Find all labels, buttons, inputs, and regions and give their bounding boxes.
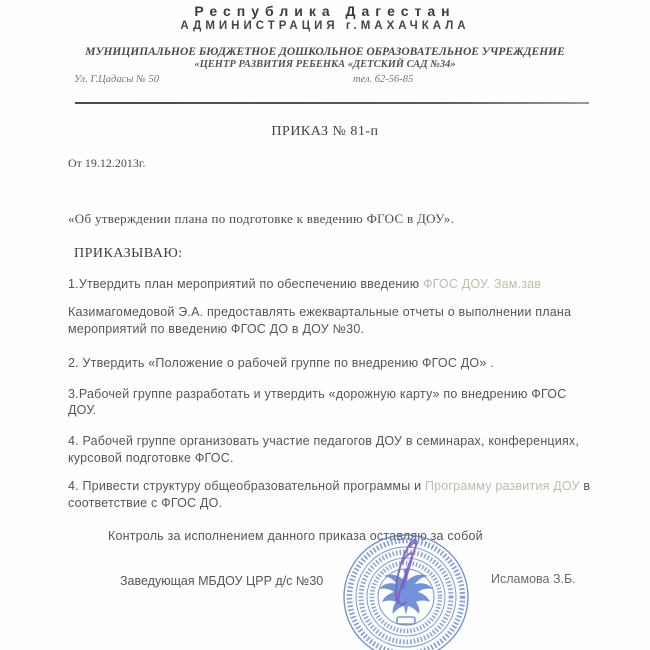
control-statement: Контроль за исполнением данного приказа оставляю за собой [108,528,483,543]
order-word: ПРИКАЗЫВАЮ: [74,246,183,261]
signer-position: Заведующая МБДОУ ЦРР д/с №30 [120,574,324,588]
street-address: Ул. Г.Цадасы № 50 [74,74,159,85]
order-item-1 [68,276,596,293]
phone-number: тел. 62-56-85 [353,74,414,85]
official-seal-stamp [340,531,472,650]
contact-row [0,74,650,90]
order-date: От 19.12.2013г. [68,156,146,170]
organization-name: «ЦЕНТР РАЗВИТИЯ РЕБЕНКА «ДЕТСКИЙ САД №34» [194,59,456,70]
administration-name: АДМИНИСТРАЦИЯ г.МАХАЧКАЛА [180,20,470,32]
item1-text: 1.Утвердить план мероприятий по обеспечению введению [68,277,423,291]
item5-text: 4. Привести структуру общеобразовательной программы и [68,479,425,493]
letterhead [0,0,650,90]
order-item-4: 4. Рабочей группе организовать участие педагогов ДОУ в семинарах, конференциях, курсовой подготовке ФГОС. [68,434,580,466]
order-item-3: 3.Рабочей группе разработать и утвердить «дорожную карту» по внедрению ФГОС ДОУ. [68,386,567,418]
republic-name: Республика Дагестан [194,3,456,19]
order-items [68,276,596,512]
signature-block [0,574,650,594]
signer-name: Исламова З.Б. [491,572,576,586]
order-item-5 [68,478,596,512]
item5-faint-text: Программу развития ДОУ [424,479,584,493]
item1-faint-text: ФГОС ДОУ. Зам.зав [422,277,542,291]
item5-continuation: в соответствие с ФГОС ДО. [68,479,591,510]
order-subject: «Об утверждении плана по подготовке к введению ФГОС в ДОУ». [68,211,455,226]
order-item-2: 2. Утвердить «Положение о рабочей группе по внедрению ФГОС ДО» . [68,355,494,370]
order-item-1-continuation: Казимагомедовой Э.А. предоставлять ежеквартальные отчеты о выполнении плана мероприятий по введению ФГОС ДО в ДОУ №30. [68,304,572,336]
letterhead-divider [75,102,589,104]
order-title: ПРИКАЗ № 81-п [271,124,379,139]
organization-type: МУНИЦИПАЛЬНОЕ БЮДЖЕТНОЕ ДОШКОЛЬНОЕ ОБРАЗОВАТЕЛЬНОЕ УЧРЕЖДЕНИЕ [85,46,565,58]
